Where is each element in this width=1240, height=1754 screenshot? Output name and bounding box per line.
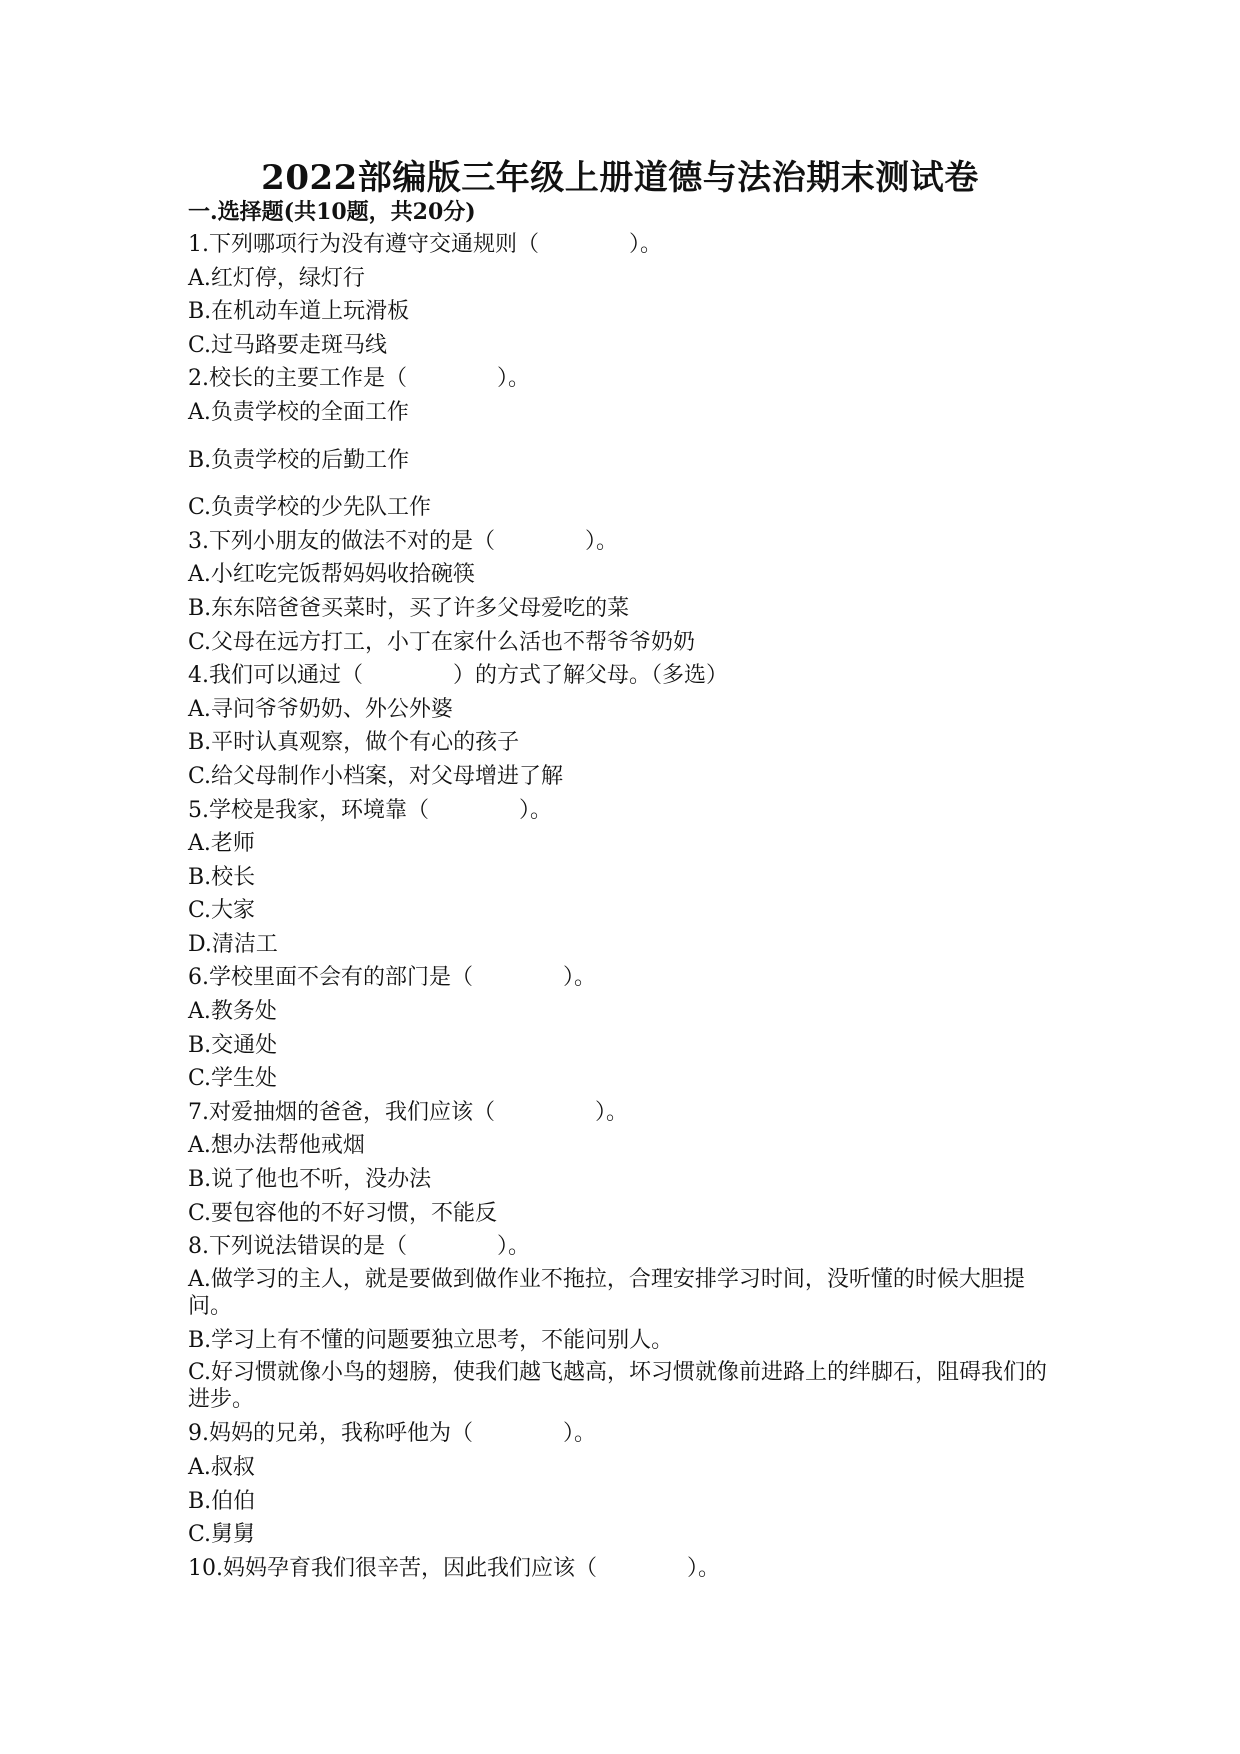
question-1-option-c: C.过马路要走斑马线 bbox=[188, 332, 388, 358]
question-7-stem: 7.对爱抽烟的爸爸，我们应该（ ）。 bbox=[188, 1099, 629, 1125]
question-5-option-b: B.校长 bbox=[188, 864, 256, 890]
question-2-option-c: C.负责学校的少先队工作 bbox=[188, 495, 432, 521]
question-5-option-c: C.大家 bbox=[188, 898, 256, 924]
question-6-option-c: C.学生处 bbox=[188, 1066, 278, 1092]
question-6-option-b: B.交通处 bbox=[188, 1032, 278, 1058]
question-5-option-a: A.老师 bbox=[188, 831, 255, 857]
question-8-option-b: B.学习上有不懂的问题要独立思考，不能问别人。 bbox=[188, 1327, 674, 1353]
question-3-option-b: B.东东陪爸爸买菜时，买了许多父母爱吃的菜 bbox=[188, 595, 630, 621]
question-4-option-c: C.给父母制作小档案，对父母增进了解 bbox=[188, 763, 564, 789]
question-4-stem: 4.我们可以通过（ ）的方式了解父母。（多选） bbox=[188, 663, 729, 689]
question-9-option-a: A.叔叔 bbox=[188, 1455, 255, 1480]
question-8-stem: 8.下列说法错误的是（ ）。 bbox=[188, 1234, 531, 1260]
question-7-option-a: A.想办法帮他戒烟 bbox=[188, 1133, 365, 1159]
question-6-stem: 6.学校里面不会有的部门是（ ）。 bbox=[188, 965, 597, 991]
question-8-option-a: A.做学习的主人，就是要做到做作业不拖拉，合理安排学习时间，没听懂的时候大胆提问。 bbox=[188, 1266, 1025, 1319]
question-3-option-a: A.小红吃完饭帮妈妈收拾碗筷 bbox=[188, 562, 475, 588]
question-2-option-a: A.负责学校的全面工作 bbox=[188, 399, 409, 425]
question-4-option-b: B.平时认真观察，做个有心的孩子 bbox=[188, 730, 520, 756]
question-3-option-c: C.父母在远方打工，小丁在家什么活也不帮爷爷奶奶 bbox=[188, 629, 696, 655]
question-7-option-c: C.要包容他的不好习惯，不能反 bbox=[188, 1200, 498, 1226]
question-9-option-c: C.舅舅 bbox=[188, 1522, 256, 1548]
question-8-option-c: C.好习惯就像小鸟的翅膀，使我们越飞越高，坏习惯就像前进路上的绊脚石，阻碍我们的进步。 bbox=[188, 1360, 1048, 1413]
question-9-stem: 9.妈妈的兄弟，我称呼他为（ ）。 bbox=[188, 1421, 597, 1447]
question-9-option-b: B.伯伯 bbox=[188, 1488, 256, 1514]
question-2-option-b: B.负责学校的后勤工作 bbox=[188, 447, 410, 473]
question-3-stem: 3.下列小朋友的做法不对的是（ ）。 bbox=[188, 528, 619, 554]
section-heading: 一.选择题(共10题，共20分) bbox=[188, 199, 476, 225]
exam-content bbox=[188, 196, 1068, 1585]
exam-title: 2022部编版三年级上册道德与法治期末测试卷 bbox=[261, 158, 979, 198]
question-7-option-b: B.说了他也不听，没办法 bbox=[188, 1167, 432, 1193]
question-1-option-a: A.红灯停，绿灯行 bbox=[188, 265, 365, 291]
question-5-stem: 5.学校是我家，环境靠（ ）。 bbox=[188, 797, 553, 823]
question-1-option-b: B.在机动车道上玩滑板 bbox=[188, 299, 410, 325]
question-5-option-d: D.清洁工 bbox=[188, 931, 278, 957]
question-1-stem: 1.下列哪项行为没有遵守交通规则（ ）。 bbox=[188, 232, 663, 257]
question-2-stem: 2.校长的主要工作是（ ）。 bbox=[188, 366, 531, 392]
question-10-stem: 10.妈妈孕育我们很辛苦，因此我们应该（ ）。 bbox=[188, 1555, 721, 1581]
question-4-option-a: A.寻问爷爷奶奶、外公外婆 bbox=[188, 696, 453, 722]
question-6-option-a: A.教务处 bbox=[188, 999, 277, 1025]
